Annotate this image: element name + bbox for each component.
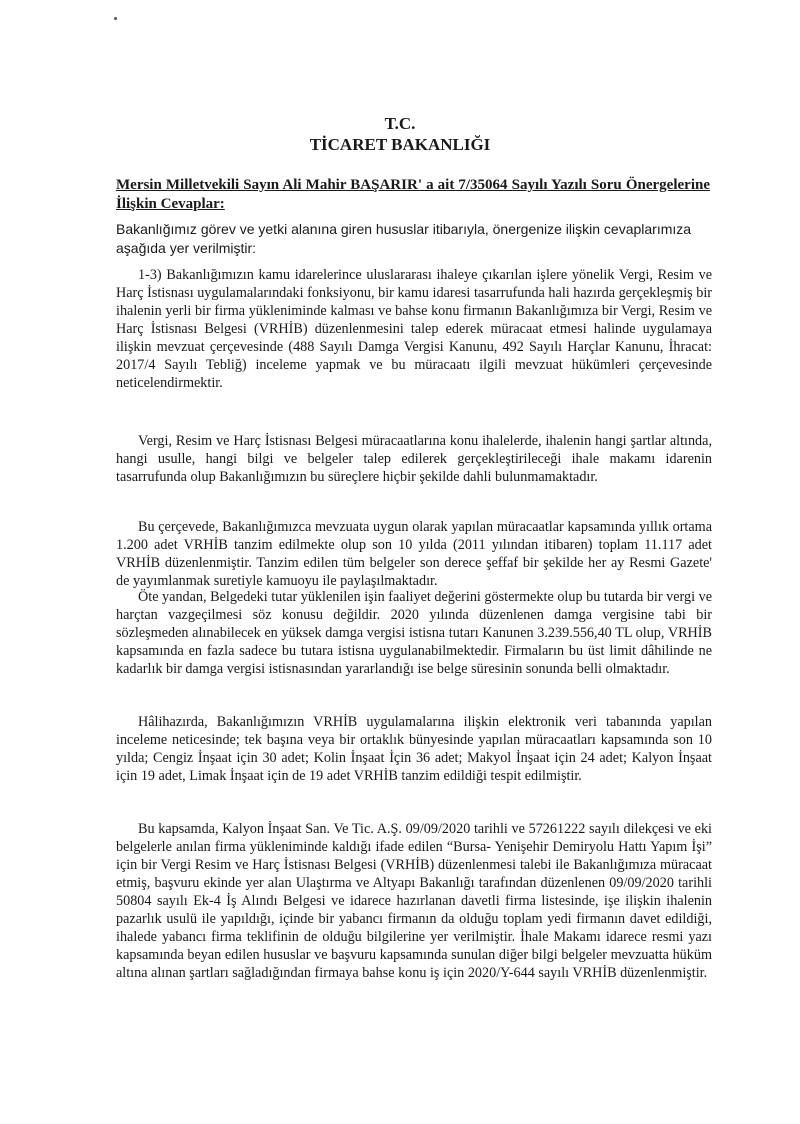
header-ministry: TİCARET BAKANLIĞI: [309, 135, 491, 154]
scan-mark: [114, 17, 117, 20]
paragraph-vrhib-counts: Bu çerçevede, Bakanlığımızca mevzuata uygun olarak yapılan müracaatlar kapsamında yıllık ortama 1.200 adet VRHİB tanzim edilmekte olup son 10 yılda (2011 yılından itibaren) toplam 11.117 adet VRHİB düzenlenmiştir. Tanzim edilen tüm belgeler son derece şeffaf bir şekilde her ay Resmi Gazete' de yayımlanmak suretiyle kamuoyu ile paylaşılmaktadır.: [116, 519, 712, 589]
paragraph-1-3: 1-3) Bakanlığımızın kamu idarelerince uluslararası ihaleye çıkarılan işlere yönelik Vergi, Resim ve Harç İstisnası uygulamalarındaki fonksiyonu, bir kamu idaresi tasarrufunda hali hazırda gerçekleşmiş bir ihalenin yerli bir firma yükleniminde kalması ve bahse konu firmanın Bakanlığımıza bir Vergi, Resim ve Harç İstisnası Belgesi (VRHİB) düzenlenmesini talep ederek müracaat etmesi halinde uygulamaya ilişkin mevzuat çerçevesinde (488 Sayılı Damga Vergisi Kanunu, 492 Sayılı Harçlar Kanunu, İhracat: 2017/4 Sayılı Tebliğ) inceleme yapmak ve bu müracaatı ilgili mevzuat hükümleri çerçevesinde neticelendirmektir.: [116, 267, 712, 391]
paragraph-firm-counts: Hâlihazırda, Bakanlığımızın VRHİB uygulamalarına ilişkin elektronik veri tabanında yapılan inceleme neticesinde; tek başına veya bir ortaklık bünyesinde yapılan müracaatları kapsamında son 10 yılda; Cengiz İnşaat için 30 adet; Kolin İnşaat İçin 36 adet; Makyol İnşaat için 24 adet; Kalyon İnşaat için 19 adet, Limak İnşaat için de 19 adet VRHİB tanzim edildiği tespit edilmiştir.: [116, 714, 712, 784]
paragraph-kalyon: Bu kapsamda, Kalyon İnşaat San. Ve Tic. A.Ş. 09/09/2020 tarihli ve 57261222 sayılı dilekçesi ve eki belgelerle anılan firma yükleniminde kaldığı ifade edilen “Bursa- Yenişehir Demiryolu Hattı Yapım İşi” için bir Vergi Resim ve Harç İstisnası Belgesi (VRHİB) düzenlenmesi talebi ile Bakanlığımıza müracaat etmiş, başvuru ekinde yer alan Ulaştırma ve Altyapı Bakanlığı tarafından düzenlenen 09/09/2020 tarihli 50804 sayılı Ek-4 İş Alındı Belgesi ve idarece hazırlanan davetli firma listesinde, işe ilişkin ihalenin pazarlık usulü ile yapıldığı, içinde bir yabancı firmanın da olduğu toplam yedi firmanın davet edildiği, ihalede yabancı firma teklifinin de olduğu bilgilerine yer verilmiştir. İhale Makamı idarece resmi yazı kapsamında beyan edilen hususlar ve başvuru kapsamında sunulan diğer bilgi belgeler mevzuatta hüküm altına alınan şartları sağladığından firmaya bahse konu iş için 2020/Y-644 sayılı VRHİB düzenlenmiştir.: [116, 821, 712, 981]
header-tc: T.C.: [384, 114, 416, 133]
paragraph-ihale-makami: Vergi, Resim ve Harç İstisnası Belgesi müracaatlarına konu ihalelerde, ihalenin hangi şartlar altında, hangi usulle, hangi bilgi ve belgeler talep edilerek gerçekleştirileceği ihale makamı idarenin tasarrufunda olup Bakanlığımızın bu süreçlere hiçbir şekilde dahli bulunmamaktadır.: [116, 433, 712, 485]
paragraph-damga-vergisi: Öte yandan, Belgedeki tutar yüklenilen işin faaliyet değerini göstermekte olup bu tutarda bir vergi ve harçtan vazgeçilmesi söz konusu değildir. 2020 yılında düzenlenen damga vergisine tabi bir sözleşmeden alınabilecek en yüksek damga vergisi istisna tutarı Kanunen 3.239.556,40 TL olup, VRHİB kapsamında en fazla sadece bu tutara istisna uygulanabilmektedir. Firmaların bu üst limit dâhilinde ne kadarlık bir damga vergisi istisnasından yararlandığı ise belge süresinin sonunda belli olmaktadır.: [116, 589, 712, 677]
subject-heading: Mersin Milletvekili Sayın Ali Mahir BAŞARIR' a ait 7/35064 Sayılı Yazılı Soru Önergelerine İlişkin Cevaplar:: [116, 177, 710, 212]
intro-text: Bakanlığımız görev ve yetki alanına giren hususlar itibarıyla, önergenize ilişkin cevaplarımıza aşağıda yer verilmiştir:: [116, 221, 692, 256]
